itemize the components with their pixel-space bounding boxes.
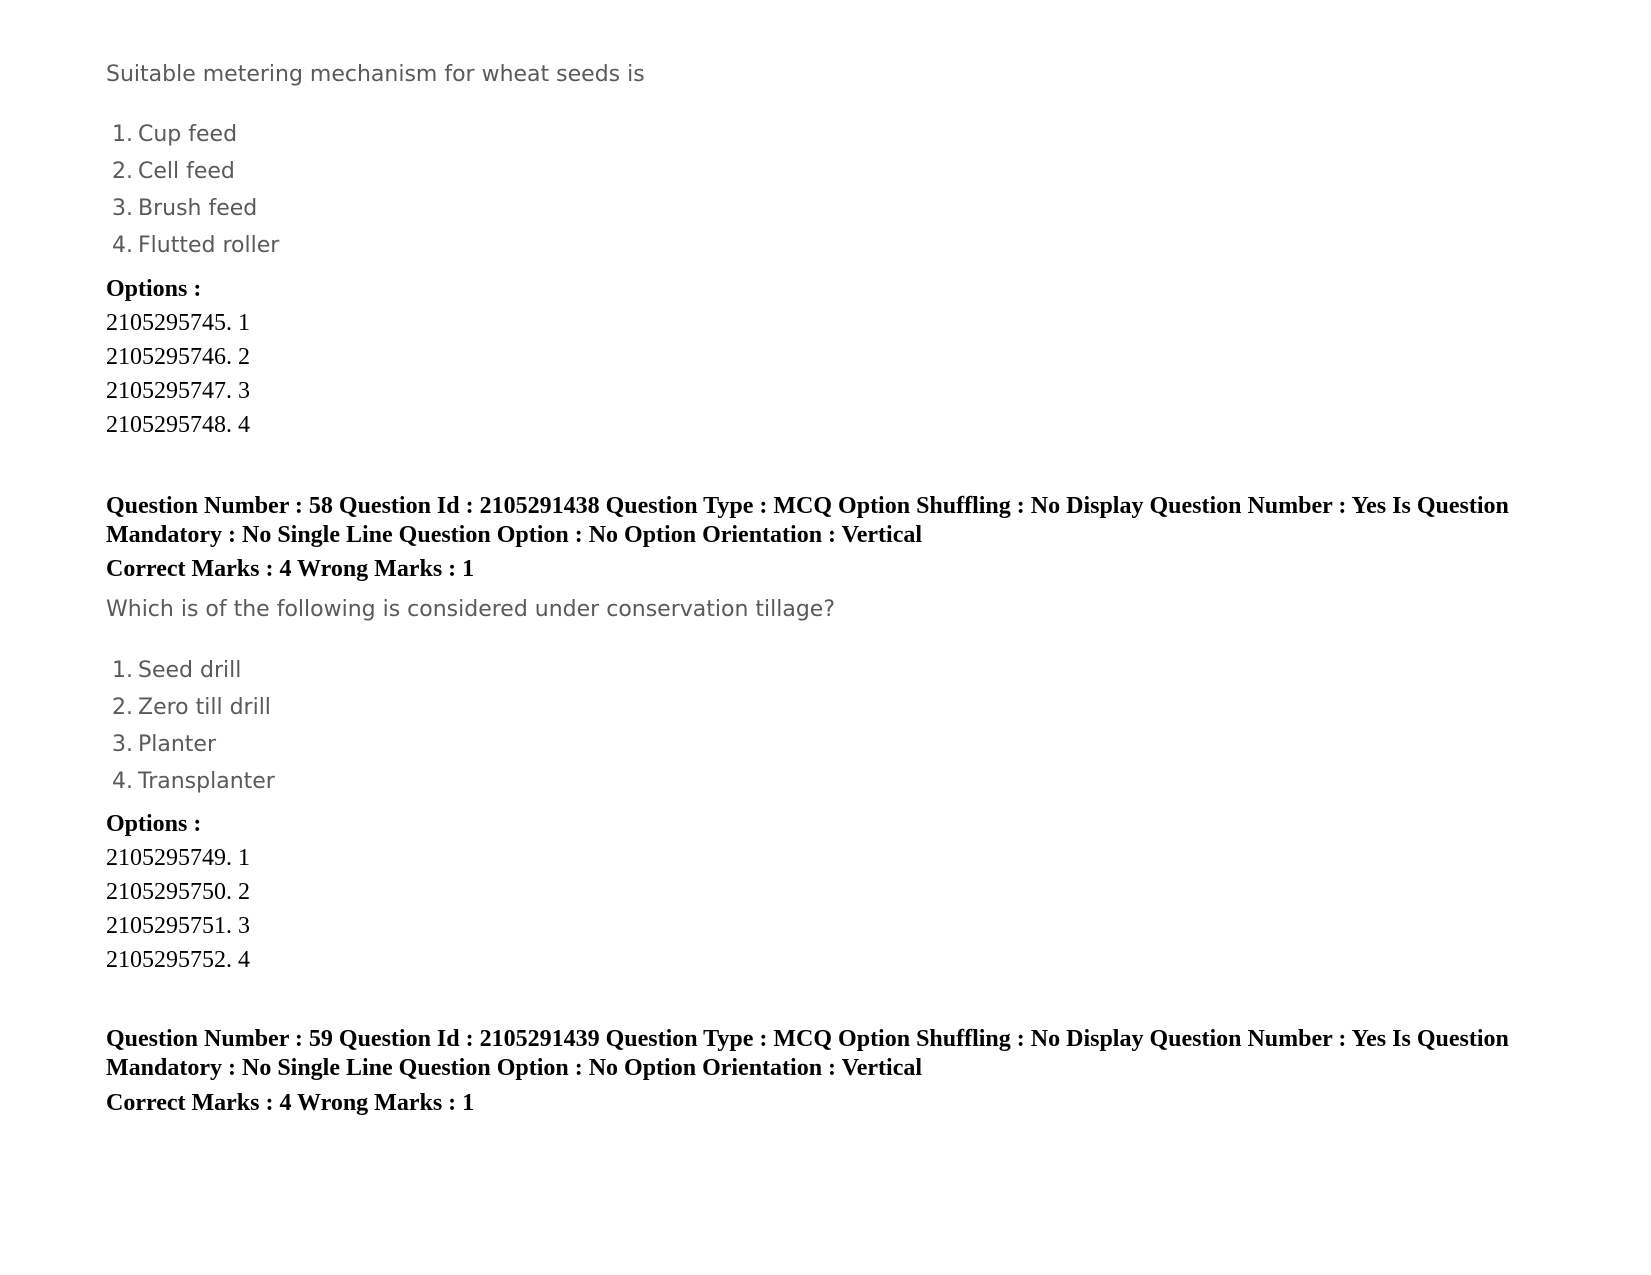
question-meta: Question Number : 58 Question Id : 2105291438 Question Type : MCQ Option Shuffling : No Display Question Number : Yes Is Question Mandatory : No Single Line Question Option : No Option Orientation : Vertical bbox=[106, 493, 1509, 548]
answer-choice bbox=[112, 769, 275, 794]
choice-number: 2. bbox=[112, 159, 133, 184]
options-label: Options : bbox=[106, 811, 202, 837]
choice-text: Cup feed bbox=[138, 122, 238, 147]
question-text: Suitable metering mechanism for wheat seeds is bbox=[106, 62, 645, 87]
option-id: 2105295745. 1 bbox=[106, 310, 250, 336]
choice-number: 3. bbox=[112, 196, 133, 221]
option-id: 2105295749. 1 bbox=[106, 845, 250, 871]
marks-info: Correct Marks : 4 Wrong Marks : 1 bbox=[106, 556, 475, 582]
option-id: 2105295747. 3 bbox=[106, 378, 250, 404]
choice-number: 4. bbox=[112, 233, 133, 258]
choice-number: 4. bbox=[112, 769, 133, 794]
answer-choice bbox=[112, 658, 241, 683]
answer-choice bbox=[112, 196, 257, 221]
choice-text: Zero till drill bbox=[138, 695, 271, 720]
question-meta: Question Number : 59 Question Id : 2105291439 Question Type : MCQ Option Shuffling : No Display Question Number : Yes Is Question Mandatory : No Single Line Question Option : No Option Orientation : Vertical bbox=[106, 1026, 1509, 1081]
answer-choice bbox=[112, 695, 271, 720]
option-id: 2105295748. 4 bbox=[106, 412, 250, 438]
choice-text: Seed drill bbox=[138, 658, 242, 683]
marks-info: Correct Marks : 4 Wrong Marks : 1 bbox=[106, 1090, 475, 1116]
answer-choice bbox=[112, 159, 235, 184]
choice-text: Brush feed bbox=[138, 196, 258, 221]
answer-choice bbox=[112, 233, 279, 258]
option-id: 2105295752. 4 bbox=[106, 947, 250, 973]
answer-choice bbox=[112, 732, 216, 757]
choice-number: 2. bbox=[112, 695, 133, 720]
answer-choice bbox=[112, 122, 237, 147]
choice-number: 1. bbox=[112, 122, 133, 147]
choice-text: Cell feed bbox=[138, 159, 235, 184]
option-id: 2105295751. 3 bbox=[106, 913, 250, 939]
choice-text: Flutted roller bbox=[138, 233, 280, 258]
choice-text: Transplanter bbox=[138, 769, 275, 794]
option-id: 2105295750. 2 bbox=[106, 879, 250, 905]
choice-text: Planter bbox=[138, 732, 217, 757]
choice-number: 1. bbox=[112, 658, 133, 683]
question-text: Which is of the following is considered under conservation tillage? bbox=[106, 597, 836, 622]
option-id: 2105295746. 2 bbox=[106, 344, 250, 370]
choice-number: 3. bbox=[112, 732, 133, 757]
options-label: Options : bbox=[106, 276, 202, 302]
